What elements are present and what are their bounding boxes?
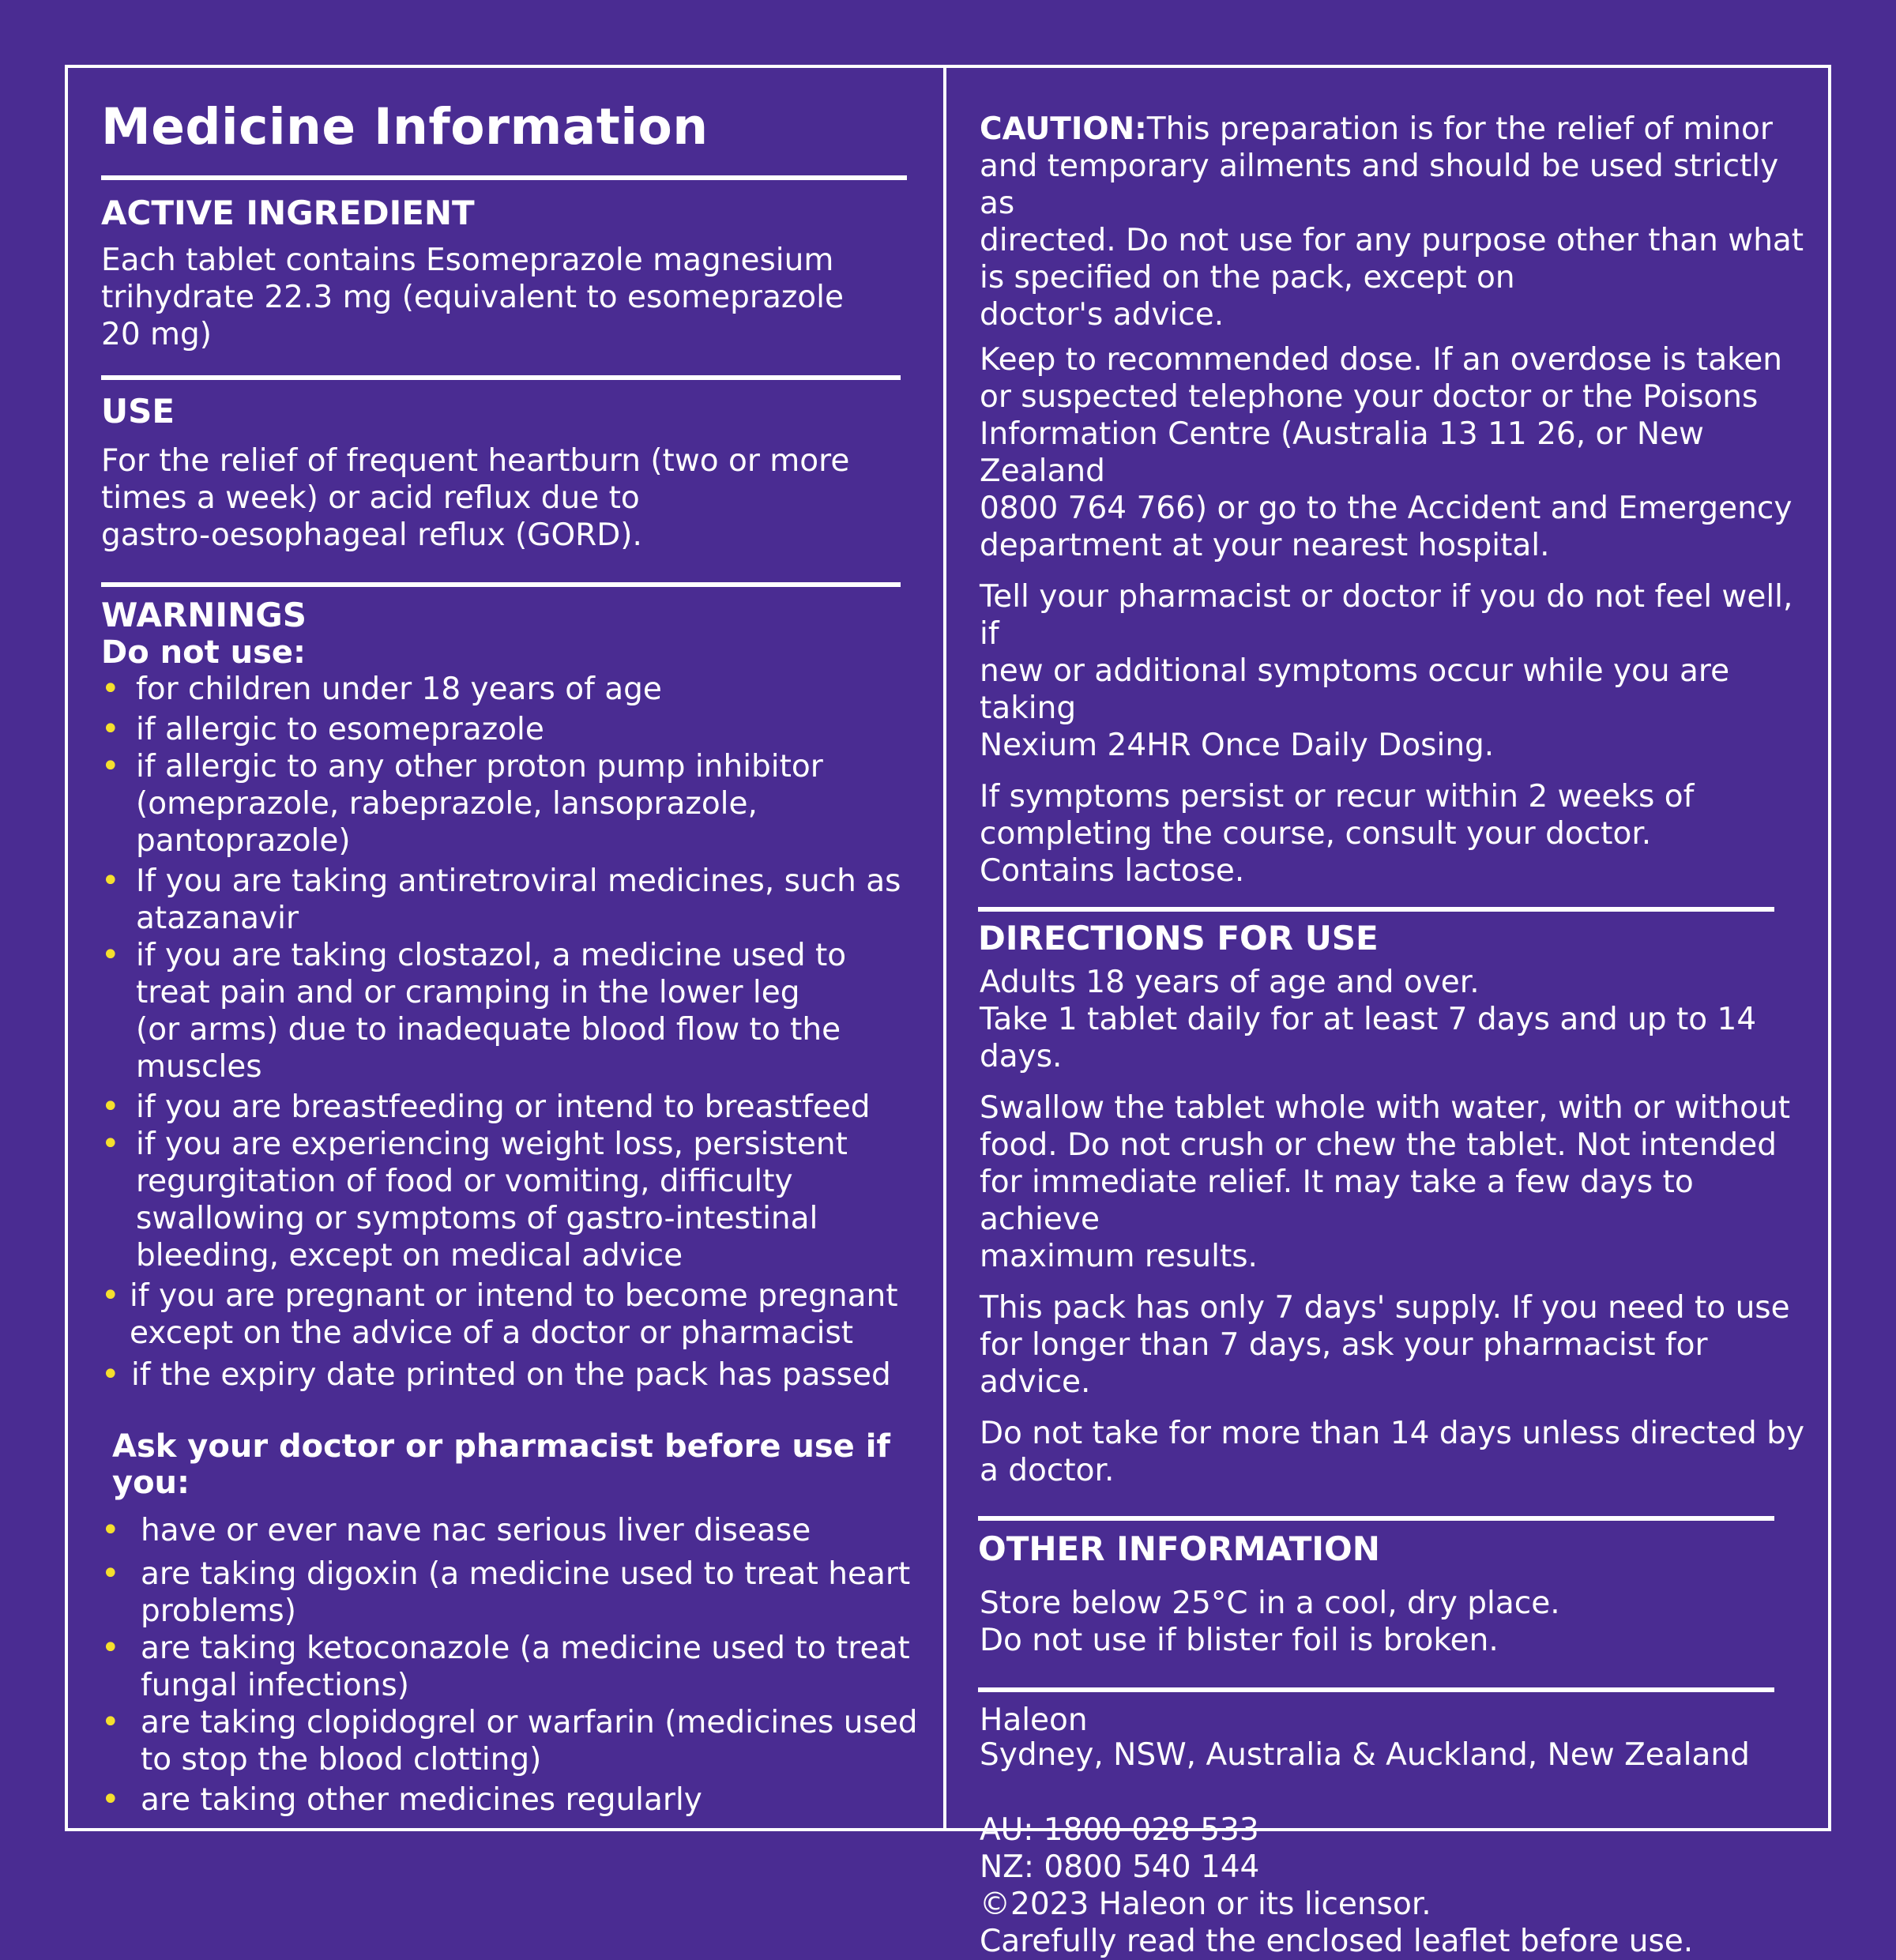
bullet-icon: • xyxy=(101,1555,120,1592)
list-item xyxy=(101,1126,931,1274)
tell-pharmacist-paragraph xyxy=(980,578,1817,764)
company-info xyxy=(980,1703,1817,1960)
text-line: if you are breastfeeding or intend to breastfeed xyxy=(136,1089,871,1125)
text-line: swallowing or symptoms of gastro-intestinal xyxy=(136,1200,818,1236)
text-line: Tell your pharmacist or doctor if you do not feel well, if xyxy=(980,579,1793,652)
section-rule xyxy=(101,582,901,587)
list-item xyxy=(101,863,931,937)
text-line: are taking ketoconazole (a medicine used to treat xyxy=(141,1630,910,1666)
text-line: problems) xyxy=(141,1593,296,1629)
warnings-heading: WARNINGS xyxy=(101,595,307,634)
bullet-icon: • xyxy=(101,747,120,784)
list-item xyxy=(101,1704,931,1778)
bullet-icon: • xyxy=(101,936,120,973)
text-line: If symptoms persist or recur within 2 weeks of xyxy=(980,779,1695,814)
text-line: completing the course, consult your doctor. xyxy=(980,816,1652,852)
section-rule xyxy=(978,1516,1774,1521)
text-line: if the expiry date printed on the pack has passed xyxy=(131,1356,891,1393)
bullet-icon: • xyxy=(101,1277,120,1314)
ask-doctor-list xyxy=(101,1512,931,1819)
caution-label: CAUTION: xyxy=(980,111,1147,147)
section-rule xyxy=(101,375,901,380)
list-item xyxy=(101,1512,931,1549)
text-line: a doctor. xyxy=(980,1453,1115,1489)
text-line: for immediate relief. It may take a few days to achieve xyxy=(980,1164,1694,1238)
bullet-icon: • xyxy=(101,1781,120,1818)
bullet-icon: • xyxy=(101,862,120,899)
section-rule xyxy=(978,1687,1774,1692)
column-divider xyxy=(943,68,946,1828)
au-phone: AU: 1800 028 533 xyxy=(980,1811,1259,1848)
leaflet-note: Carefully read the enclosed leaflet before use. xyxy=(980,1923,1694,1959)
text-line: Each tablet contains Esomeprazole magnesium xyxy=(101,243,834,279)
text-line: times a week) or acid reflux due to xyxy=(101,480,640,516)
other-information-heading: OTHER INFORMATION xyxy=(978,1529,1380,1569)
text-line: If you are taking antiretroviral medicines, such as xyxy=(136,863,901,899)
directions-para-4 xyxy=(980,1415,1817,1489)
list-item xyxy=(101,748,931,860)
text-line: bleeding, except on medical advice xyxy=(136,1237,683,1273)
text-line: gastro-oesophageal reflux (GORD). xyxy=(101,517,642,553)
directions-para-2 xyxy=(980,1089,1817,1275)
active-ingredient-heading: ACTIVE INGREDIENT xyxy=(101,194,475,232)
section-rule xyxy=(978,907,1774,912)
ask-doctor-heading: Ask your doctor or pharmacist before use if you: xyxy=(112,1428,890,1501)
page-title: Medicine Information xyxy=(101,98,709,156)
bullet-icon: • xyxy=(101,710,120,747)
nz-phone: NZ: 0800 540 144 xyxy=(980,1849,1260,1885)
text-line: pantoprazole) xyxy=(136,822,351,859)
text-line: if you are pregnant or intend to become pregnant xyxy=(130,1277,898,1314)
list-item xyxy=(101,1556,931,1630)
text-line: food. Do not crush or chew the tablet. Not intended xyxy=(980,1127,1777,1164)
bullet-icon: • xyxy=(101,1088,120,1125)
text-line: (or arms) due to inadequate blood flow to the xyxy=(136,1011,841,1048)
text-line: are taking other medicines regularly xyxy=(141,1781,702,1818)
list-item xyxy=(101,1781,931,1819)
list-item xyxy=(101,937,931,1085)
bullet-icon: • xyxy=(101,670,120,707)
directions-para-3 xyxy=(980,1289,1817,1401)
bullet-icon: • xyxy=(101,1703,120,1740)
list-item xyxy=(101,1089,931,1126)
text-line: trihydrate 22.3 mg (equivalent to esomeprazole xyxy=(101,280,844,316)
text-line: Nexium 24HR Once Daily Dosing. xyxy=(980,728,1495,763)
text-line: if allergic to esomeprazole xyxy=(136,711,544,747)
text-line: if allergic to any other proton pump inhibitor xyxy=(136,748,823,784)
bullet-icon: • xyxy=(101,1629,120,1666)
left-column xyxy=(101,68,931,1819)
text-line: are taking clopidogrel or warfarin (medicines used xyxy=(141,1704,918,1740)
text-line: directed. Do not use for any purpose other than what xyxy=(980,223,1804,258)
text-line: fungal infections) xyxy=(141,1667,410,1703)
text-line: is specified on the pack, except on xyxy=(980,260,1515,295)
text-line: Contains lactose. xyxy=(980,853,1245,889)
directions-para-1 xyxy=(980,964,1817,1075)
text-line: Take 1 tablet daily for at least 7 days and up to 14 days. xyxy=(980,1002,1757,1075)
copyright: ©2023 Haleon or its licensor. xyxy=(980,1886,1431,1922)
text-line: Do not take for more than 14 days unless directed by xyxy=(980,1416,1805,1452)
list-item xyxy=(101,1630,931,1704)
symptoms-paragraph xyxy=(980,778,1817,890)
use-text xyxy=(101,442,931,554)
text-line: 20 mg) xyxy=(101,317,212,353)
company-address: Sydney, NSW, Australia & Auckland, New Zealand xyxy=(980,1736,1750,1773)
overdose-paragraph xyxy=(980,341,1817,564)
text-line: have or ever nave nac serious liver disease xyxy=(141,1512,811,1548)
text-line: maximum results. xyxy=(980,1239,1258,1275)
text-line: This pack has only 7 days' supply. If you need to use xyxy=(980,1290,1790,1326)
text-line: Keep to recommended dose. If an overdose is taken xyxy=(980,342,1783,378)
text-line: For the relief of frequent heartburn (two or more xyxy=(101,442,850,479)
text-line: atazanavir xyxy=(136,900,299,936)
text-line: Swallow the tablet whole with water, with or without xyxy=(980,1090,1791,1127)
text-line: muscles xyxy=(136,1048,262,1085)
text-line: if you are taking clostazol, a medicine used to xyxy=(136,937,847,973)
caution-first-line: This preparation is for the relief of minor xyxy=(1146,111,1773,147)
text-line xyxy=(980,111,1817,148)
text-line: to stop the blood clotting) xyxy=(141,1741,542,1778)
title-rule xyxy=(101,175,907,180)
list-item xyxy=(101,1277,931,1352)
bullet-icon: • xyxy=(101,1356,120,1393)
text-line: department at your nearest hospital. xyxy=(980,528,1550,563)
list-item xyxy=(101,671,931,708)
right-column xyxy=(980,68,1817,1960)
text-line: 0800 764 766) or go to the Accident and Emergency xyxy=(980,491,1793,526)
text-line: Information Centre (Australia 13 11 26, or New Zealand xyxy=(980,416,1704,489)
text-line: for longer than 7 days, ask your pharmacist for advice. xyxy=(980,1327,1708,1401)
company-name: Haleon xyxy=(980,1702,1088,1738)
bullet-icon: • xyxy=(101,1125,120,1162)
text-line: are taking digoxin (a medicine used to treat heart xyxy=(141,1556,911,1592)
text-line: if you are experiencing weight loss, persistent xyxy=(136,1126,848,1162)
text-line: doctor's advice. xyxy=(980,297,1224,333)
text-line: Do not use if blister foil is broken. xyxy=(980,1622,1499,1658)
do-not-use-subheading: Do not use: xyxy=(101,634,307,671)
list-item xyxy=(101,1356,931,1394)
text-line: Adults 18 years of age and over. xyxy=(980,965,1480,1001)
text-line: new or additional symptoms occur while you are taking xyxy=(980,653,1730,726)
text-line: for children under 18 years of age xyxy=(136,671,662,707)
list-item xyxy=(101,711,931,748)
text-line: and temporary ailments and should be used strictly as xyxy=(980,149,1779,221)
text-line: (omeprazole, rabeprazole, lansoprazole, xyxy=(136,785,758,822)
other-information-text xyxy=(980,1585,1817,1659)
text-line: treat pain and or cramping in the lower leg xyxy=(136,974,800,1010)
directions-heading: DIRECTIONS FOR USE xyxy=(978,919,1379,957)
text-line: except on the advice of a doctor or pharmacist xyxy=(130,1315,854,1351)
text-line: or suspected telephone your doctor or the Poisons xyxy=(980,379,1759,415)
warnings-list xyxy=(101,671,931,1394)
active-ingredient-text xyxy=(101,242,931,353)
use-heading: USE xyxy=(101,392,175,431)
text-line: Store below 25°C in a cool, dry place. xyxy=(980,1585,1560,1621)
bullet-icon: • xyxy=(101,1511,120,1548)
text-line: regurgitation of food or vomiting, difficulty xyxy=(136,1163,793,1199)
caution-section xyxy=(980,111,1817,333)
